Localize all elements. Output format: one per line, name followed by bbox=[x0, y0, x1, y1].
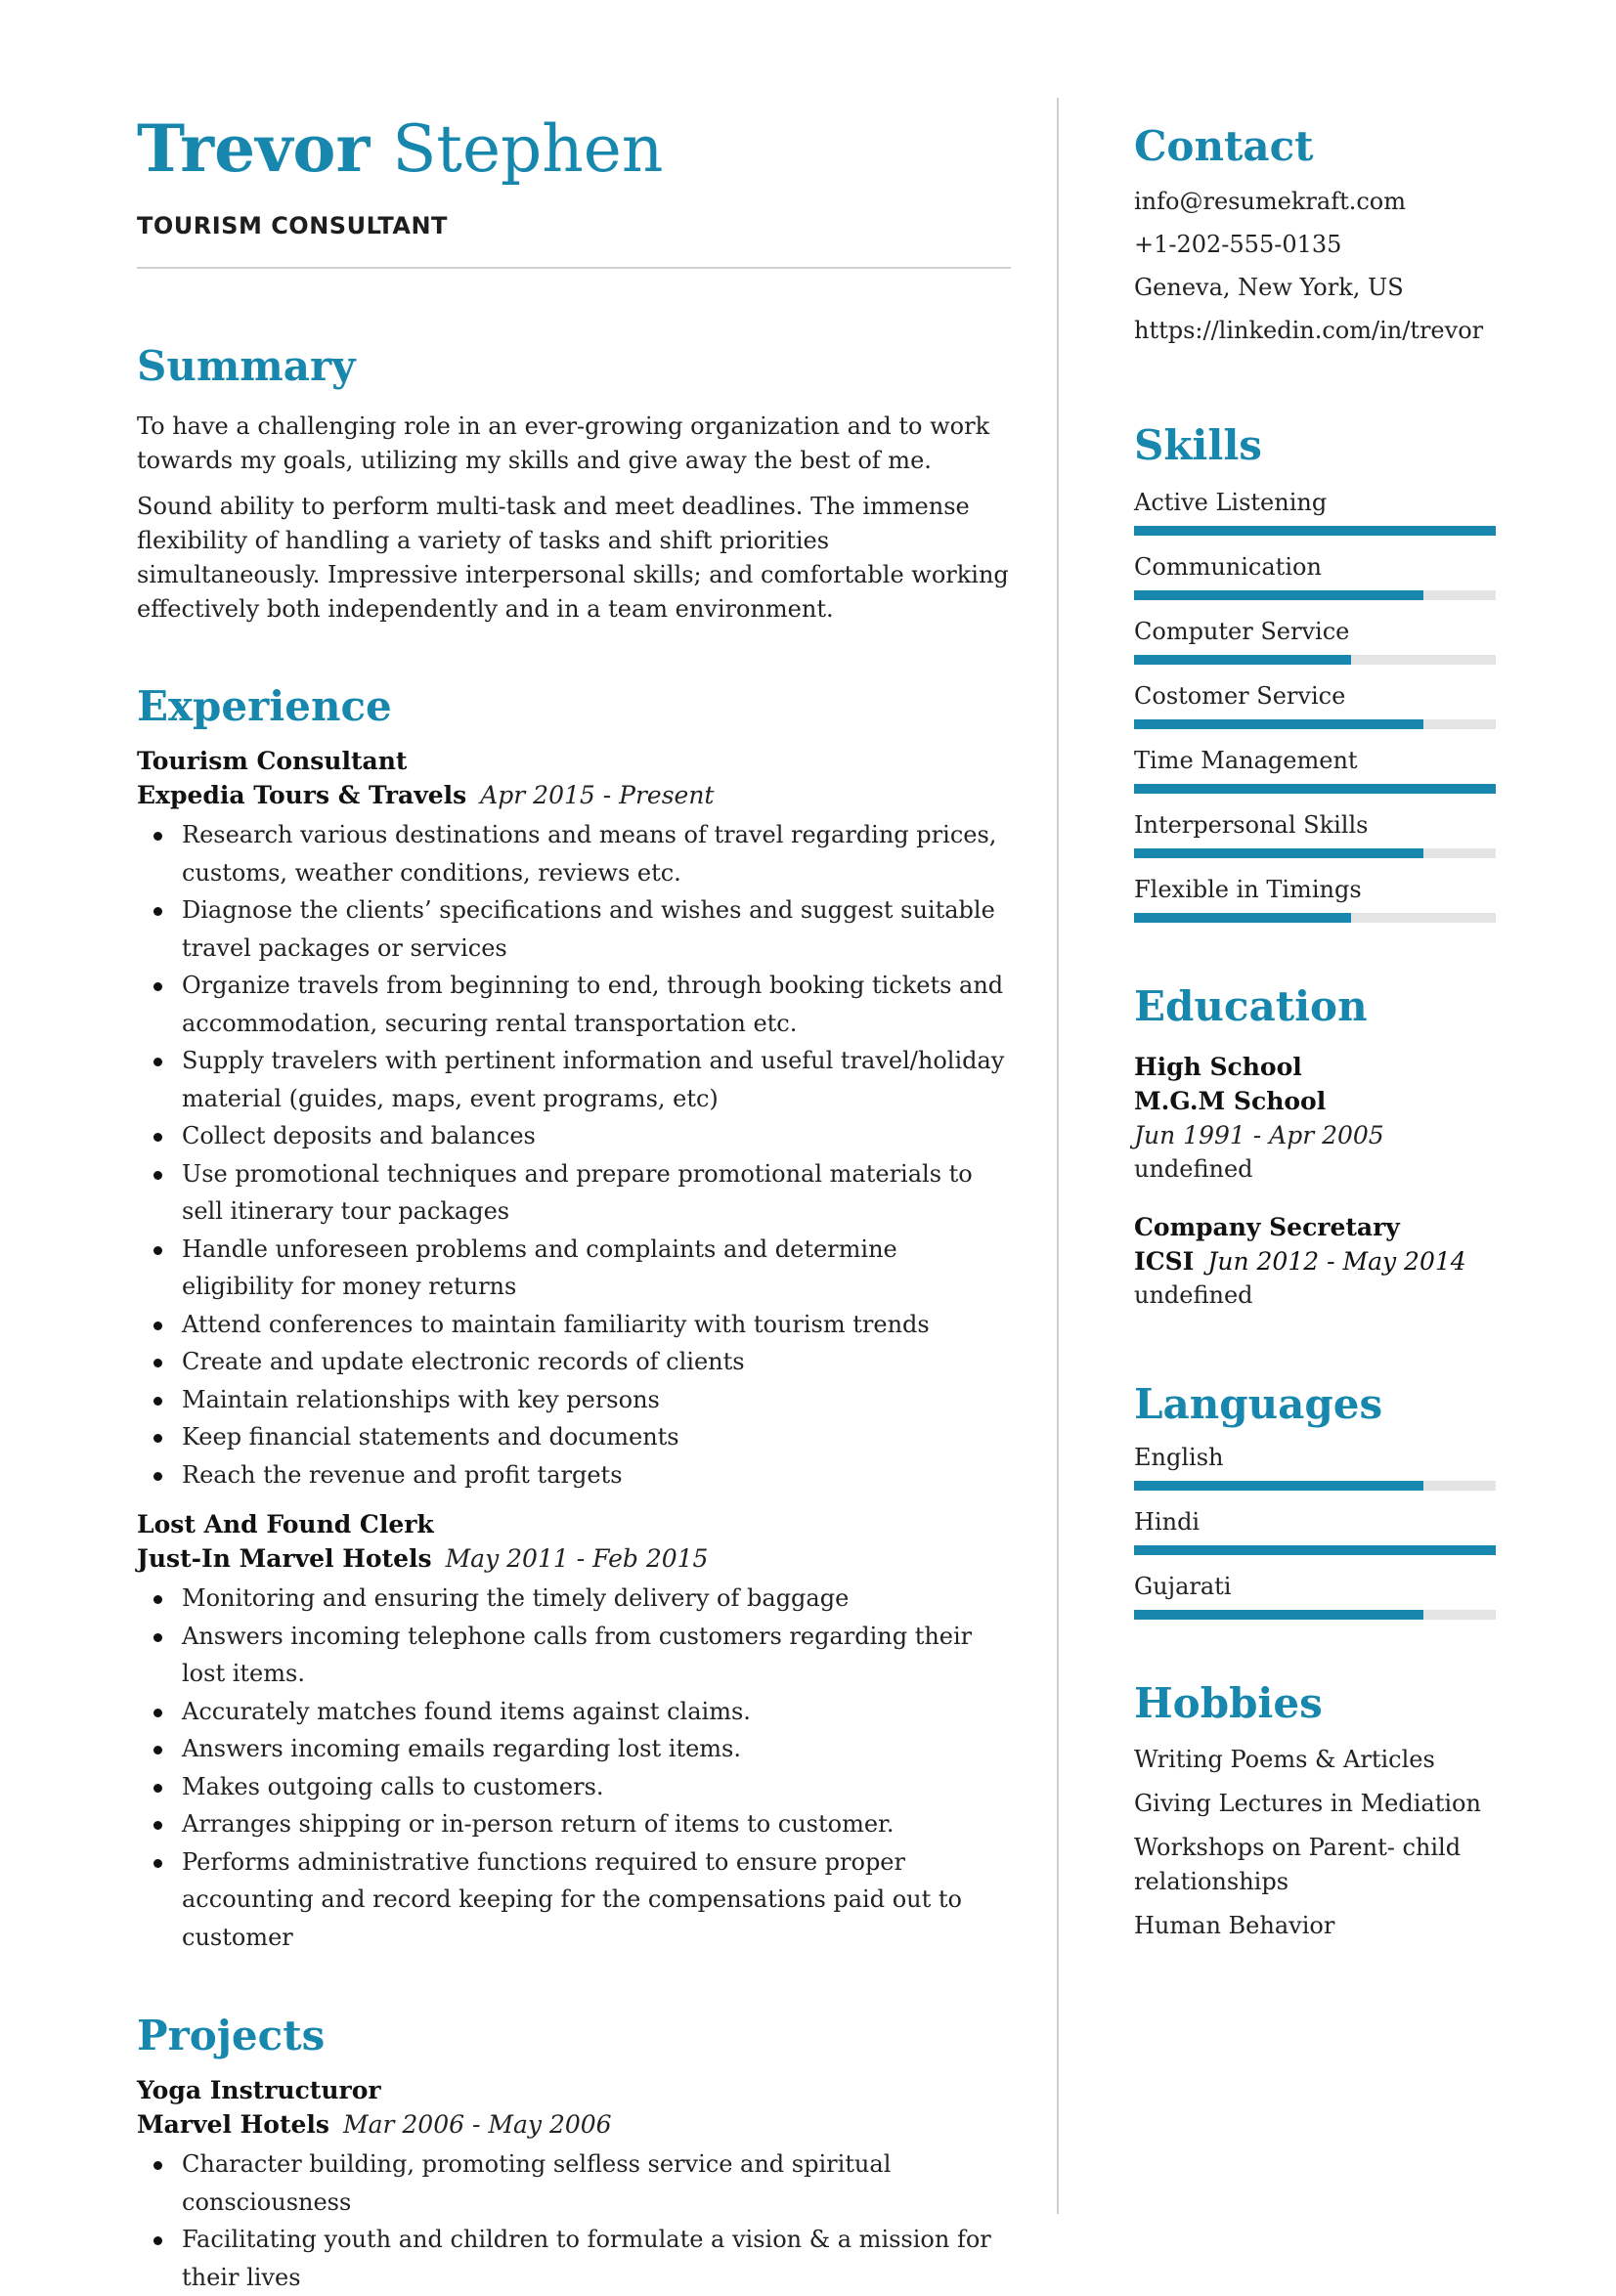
skills-section bbox=[1134, 420, 1496, 923]
skill-item bbox=[1134, 743, 1496, 794]
bullet-list bbox=[137, 816, 1011, 1494]
bullet-item: Attend conferences to maintain familiarity with tourism trends bbox=[182, 1306, 1011, 1344]
bullet-item: Handle unforeseen problems and complaints and determine eligibility for money returns bbox=[182, 1231, 1011, 1306]
contact-phone[interactable]: +1-202-555-0135 bbox=[1134, 231, 1342, 258]
contact-email[interactable]: info@resumekraft.com bbox=[1134, 188, 1407, 215]
bullet-item: Arranges shipping or in-person return of items to customer. bbox=[182, 1805, 1011, 1843]
skill-item bbox=[1134, 872, 1496, 923]
bullet-item: Collect deposits and balances bbox=[182, 1117, 1011, 1155]
education-heading: Education bbox=[1134, 982, 1368, 1030]
skill-name: Time Management bbox=[1134, 747, 1358, 774]
hobby-item: Human Behavior bbox=[1134, 1912, 1335, 1939]
languages-heading: Languages bbox=[1134, 1380, 1383, 1428]
skills-heading: Skills bbox=[1134, 421, 1262, 469]
education-note: undefined bbox=[1134, 1155, 1253, 1183]
education-dates: Jun 1991 - Apr 2005 bbox=[1134, 1121, 1384, 1149]
skill-level-fill bbox=[1134, 655, 1351, 665]
employer-name: Marvel Hotels bbox=[137, 2110, 329, 2139]
summary-section bbox=[137, 341, 1011, 627]
contact-location: Geneva, New York, US bbox=[1134, 274, 1404, 301]
skill-level-fill bbox=[1134, 526, 1496, 536]
contact-heading: Contact bbox=[1134, 122, 1314, 170]
skill-name: Flexible in Timings bbox=[1134, 876, 1362, 903]
education-entry bbox=[1134, 1210, 1496, 1313]
bullet-item: Use promotional techniques and prepare promotional materials to sell itinerary tour packages bbox=[182, 1155, 1011, 1231]
language-name: Hindi bbox=[1134, 1508, 1201, 1536]
skill-item bbox=[1134, 614, 1496, 665]
job-entry bbox=[137, 2073, 1011, 2296]
skill-level-bar bbox=[1134, 655, 1496, 665]
column-divider bbox=[1057, 98, 1059, 2214]
skill-level-bar bbox=[1134, 590, 1496, 600]
projects-list bbox=[137, 2073, 1011, 2296]
summary-heading: Summary bbox=[137, 342, 356, 390]
left-column bbox=[137, 109, 1011, 2296]
hobbies-list bbox=[1134, 1743, 1496, 1943]
role-dates: Mar 2006 - May 2006 bbox=[343, 2110, 612, 2139]
role-title: Lost And Found Clerk bbox=[137, 1510, 434, 1538]
experience-list bbox=[137, 744, 1011, 1956]
bullet-item: Supply travelers with pertinent information and useful travel/holiday material (guides, maps, event programs, etc) bbox=[182, 1042, 1011, 1117]
role-title: Yoga Instructuror bbox=[137, 2076, 381, 2104]
skill-name: Active Listening bbox=[1134, 489, 1328, 516]
job-entry bbox=[137, 1507, 1011, 1956]
language-level-fill bbox=[1134, 1481, 1423, 1491]
contact-linkedin[interactable]: https://linkedin.com/in/trevor bbox=[1134, 317, 1484, 344]
skill-level-bar bbox=[1134, 848, 1496, 858]
bullet-item: Keep financial statements and documents bbox=[182, 1418, 1011, 1456]
hobby-item: Workshops on Parent- child relationships bbox=[1134, 1834, 1462, 1895]
education-note: undefined bbox=[1134, 1281, 1253, 1309]
bullet-item: Performs administrative functions required to ensure proper accounting and record keeping for the compensations paid out to customer bbox=[182, 1843, 1011, 1957]
candidate-name bbox=[137, 109, 1011, 189]
skill-name: Communication bbox=[1134, 553, 1322, 581]
projects-section bbox=[137, 2011, 1011, 2296]
skill-level-bar bbox=[1134, 913, 1496, 923]
language-item bbox=[1134, 1569, 1496, 1620]
header-divider bbox=[137, 267, 1011, 269]
bullet-item: Character building, promoting selfless service and spiritual consciousness bbox=[182, 2145, 1011, 2221]
bullet-item: Research various destinations and means of travel regarding prices, customs, weather conditions, reviews etc. bbox=[182, 816, 1011, 891]
language-name: Gujarati bbox=[1134, 1573, 1232, 1600]
bullet-item: Create and update electronic records of clients bbox=[182, 1343, 1011, 1381]
education-list bbox=[1134, 1050, 1496, 1313]
bullet-item: Reach the revenue and profit targets bbox=[182, 1456, 1011, 1495]
skills-list bbox=[1134, 485, 1496, 923]
degree: High School bbox=[1134, 1053, 1302, 1081]
skill-item bbox=[1134, 485, 1496, 536]
skill-name: Computer Service bbox=[1134, 618, 1350, 645]
hobby-item: Writing Poems & Articles bbox=[1134, 1746, 1435, 1773]
employer-name: Expedia Tours & Travels bbox=[137, 781, 467, 809]
contact-section bbox=[1134, 121, 1496, 352]
skill-level-fill bbox=[1134, 913, 1351, 923]
summary-paragraph: Sound ability to perform multi-task and meet deadlines. The immense flexibility of handling a variety of tasks and shift priorities simultaneously. Impressive interpersonal skills; and comfortable working effectively both independently and in a team environment. bbox=[137, 493, 1009, 623]
language-item bbox=[1134, 1440, 1496, 1491]
education-entry bbox=[1134, 1050, 1496, 1187]
bullet-list bbox=[137, 1580, 1011, 1956]
skill-name: Costomer Service bbox=[1134, 682, 1346, 710]
skill-item bbox=[1134, 549, 1496, 600]
language-level-bar bbox=[1134, 1481, 1496, 1491]
skill-item bbox=[1134, 807, 1496, 858]
hobbies-section bbox=[1134, 1678, 1496, 1943]
role-dates: May 2011 - Feb 2015 bbox=[445, 1544, 709, 1573]
language-level-fill bbox=[1134, 1610, 1423, 1620]
role-employer-line bbox=[137, 1541, 1011, 1576]
hobbies-heading: Hobbies bbox=[1134, 1679, 1323, 1727]
skill-item bbox=[1134, 678, 1496, 729]
role-dates: Apr 2015 - Present bbox=[480, 781, 715, 809]
skill-level-fill bbox=[1134, 590, 1423, 600]
languages-section bbox=[1134, 1379, 1496, 1620]
summary-paragraph: To have a challenging role in an ever-growing organization and to work towards my goals, utilizing my skills and give away the best of me. bbox=[137, 412, 990, 474]
bullet-item: Answers incoming emails regarding lost items. bbox=[182, 1730, 1011, 1768]
bullet-item: Facilitating youth and children to formulate a vision & a mission for their lives bbox=[182, 2221, 1011, 2296]
skill-level-bar bbox=[1134, 784, 1496, 794]
skill-level-fill bbox=[1134, 719, 1423, 729]
role-title: Tourism Consultant bbox=[137, 747, 408, 775]
language-level-bar bbox=[1134, 1610, 1496, 1620]
school-name: M.G.M School bbox=[1134, 1087, 1327, 1115]
skill-level-fill bbox=[1134, 784, 1496, 794]
education-dates: Jun 2012 - May 2014 bbox=[1207, 1247, 1466, 1276]
bullet-item: Answers incoming telephone calls from customers regarding their lost items. bbox=[182, 1618, 1011, 1693]
projects-heading: Projects bbox=[137, 2012, 326, 2059]
job-entry bbox=[137, 744, 1011, 1494]
hobby-item: Giving Lectures in Mediation bbox=[1134, 1790, 1481, 1817]
bullet-item: Monitoring and ensuring the timely delivery of baggage bbox=[182, 1580, 1011, 1618]
skill-level-bar bbox=[1134, 526, 1496, 536]
skill-level-fill bbox=[1134, 848, 1423, 858]
last-name: Stephen bbox=[392, 111, 664, 187]
bullet-item: Organize travels from beginning to end, through booking tickets and accommodation, securing rental transportation etc. bbox=[182, 967, 1011, 1042]
role-employer-line bbox=[137, 778, 1011, 812]
languages-list bbox=[1134, 1440, 1496, 1620]
degree: Company Secretary bbox=[1134, 1213, 1400, 1241]
school-line bbox=[1134, 1244, 1496, 1278]
right-column bbox=[1134, 121, 1496, 1943]
bullet-item: Accurately matches found items against claims. bbox=[182, 1693, 1011, 1731]
job-title: TOURISM CONSULTANT bbox=[137, 212, 448, 239]
education-section bbox=[1134, 981, 1496, 1313]
language-level-fill bbox=[1134, 1545, 1496, 1555]
language-item bbox=[1134, 1504, 1496, 1555]
school-name: ICSI bbox=[1134, 1247, 1195, 1276]
bullet-item: Maintain relationships with key persons bbox=[182, 1381, 1011, 1419]
skill-level-bar bbox=[1134, 719, 1496, 729]
bullet-item: Makes outgoing calls to customers. bbox=[182, 1768, 1011, 1806]
experience-heading: Experience bbox=[137, 682, 392, 730]
language-name: English bbox=[1134, 1444, 1224, 1471]
bullet-list bbox=[137, 2145, 1011, 2296]
employer-name: Just-In Marvel Hotels bbox=[137, 1544, 432, 1573]
language-level-bar bbox=[1134, 1545, 1496, 1555]
experience-section bbox=[137, 681, 1011, 1956]
bullet-item: Diagnose the clients’ specifications and wishes and suggest suitable travel packages or services bbox=[182, 891, 1011, 967]
first-name: Trevor bbox=[137, 110, 371, 187]
skill-name: Interpersonal Skills bbox=[1134, 811, 1369, 839]
role-employer-line bbox=[137, 2107, 1011, 2142]
